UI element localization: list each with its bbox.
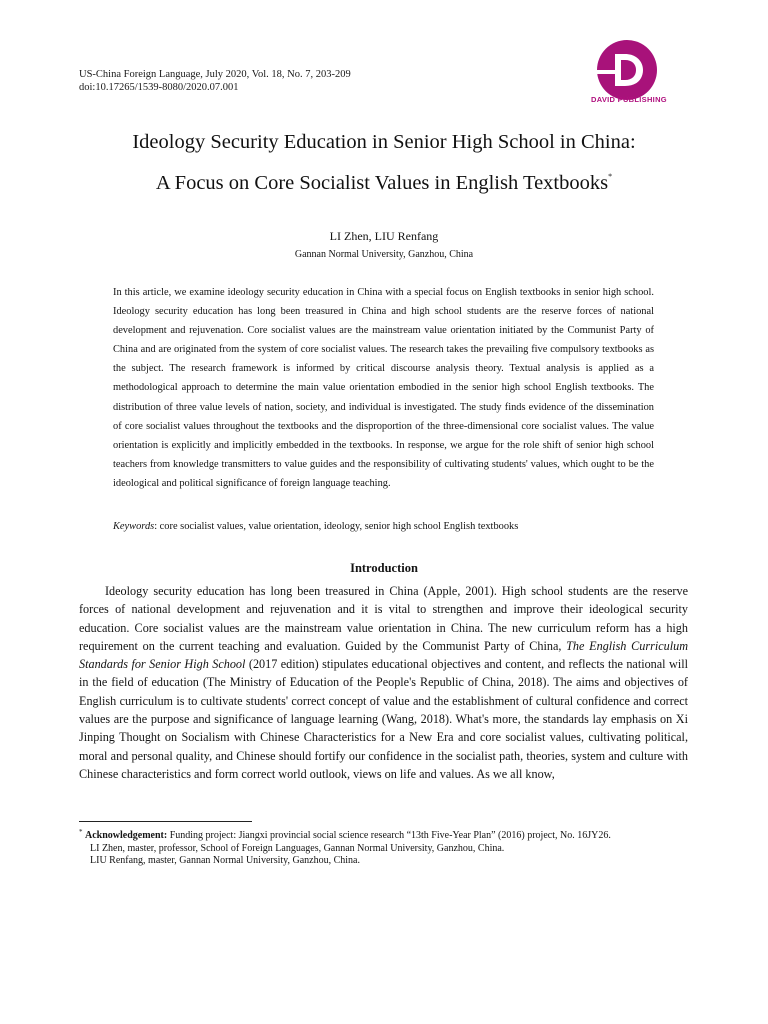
paper-title-line-1: Ideology Security Education in Senior High School in China:	[132, 131, 636, 153]
intro-text-part-2: (2017 edition) stipulates educational objectives and content, and reflects the national will in the field of education (The Ministry of Education of the People's Republic of China, 2018). The aims and objectives of English curriculum is to cultivate students' correct concept of value and the establishment of cultural confidence and correct values are the purpose and significance of language learning (Wang, 2018). What's more, the standards lay emphasis on Xi Jinping Thought on Socialism with Chinese Characteristics for a New Era and core socialist values, cultivating political, moral and personal quality, and Chinese should fortify our confidence in the socialist path, theories, system and culture with Chinese characteristics and form correct world outlook, views on life and values. As we all know,	[79, 657, 688, 781]
paper-title-line-2	[0, 172, 768, 195]
footnote-divider	[79, 821, 252, 822]
footnote-mark: *	[79, 828, 83, 836]
journal-citation: US-China Foreign Language, July 2020, Vol. 18, No. 7, 203-209	[79, 69, 351, 80]
footnote-author-1: LI Zhen, master, professor, School of Foreign Languages, Gannan Normal University, Ganzhou, China.	[90, 842, 505, 854]
intro-text-part-1: Ideology security education has long been treasured in China (Apple, 2001). High school students are the reserve forces of national development and rejuvenation and it is vital to strengthen and improve their ideological security education. Core socialist values are the mainstream value orientation in China. The new curriculum reform has a high requirement on the current teaching and evaluation. Guided by the Communist Party of China,	[79, 584, 688, 653]
paper-title-line-2-text: A Focus on Core Socialist Values in English Textbooks	[155, 172, 609, 194]
footnotes	[79, 826, 688, 868]
footnote-ack-label: Acknowledgement:	[85, 830, 168, 841]
journal-doi: doi:10.17265/1539-8080/2020.07.001	[79, 82, 239, 93]
abstract: In this article, we examine ideology security education in China with a special focus on English textbooks in senior high school. Ideology security education has long been treasured in China and high school students are the reserve forces of national development and rejuvenation. Core socialist values are the mainstream value orientation initiated by the Communist Party of China and are originated from the system of core socialist values. The research takes the prevailing five compulsory textbooks as the subject. The research framework is informed by critical discourse analysis theory. Textual analysis is applied as a methodological approach to determine the main value orientation embodied in the senior high school English textbooks. The distribution of three value levels of nation, society, and individual is investigated. The study finds evidence of the dissemination of core socialist values throughout the textbooks and the disproportion of the three-dimensional core socialist values. The value orientation is explicitly and implicitly embedded in the textbooks. In response, we argue for the role shift of senior high school teachers from knowledge transmitters to value guides and the responsibility of cultivating students' values, which ought to be the ideological and political significance of foreign language teaching.	[113, 287, 654, 489]
footnote-ack-text: Funding project: Jiangxi provincial social science research “13th Five-Year Plan” (2016) project, No. 16JY26.	[167, 830, 611, 841]
title-footnote-mark: *	[608, 172, 613, 181]
introduction-paragraph	[79, 582, 688, 783]
journal-header	[79, 68, 351, 94]
keywords	[113, 521, 654, 532]
section-heading-introduction: Introduction	[350, 561, 418, 575]
keywords-label: Keywords	[113, 521, 155, 532]
authors: LI Zhen, LIU Renfang	[329, 229, 439, 243]
publisher-name: DAVID PUBLISHING	[591, 95, 667, 104]
intro-italic-title: The English Curriculum Standards for Senior High School	[79, 638, 689, 672]
keywords-text: : core socialist values, value orientation, ideology, senior high school English textbooks	[154, 521, 519, 532]
footnote-author-2: LIU Renfang, master, Gannan Normal University, Ganzhou, China.	[90, 855, 360, 866]
affiliation: Gannan Normal University, Ganzhou, China	[294, 249, 474, 260]
footnote-acknowledgement	[79, 826, 688, 843]
